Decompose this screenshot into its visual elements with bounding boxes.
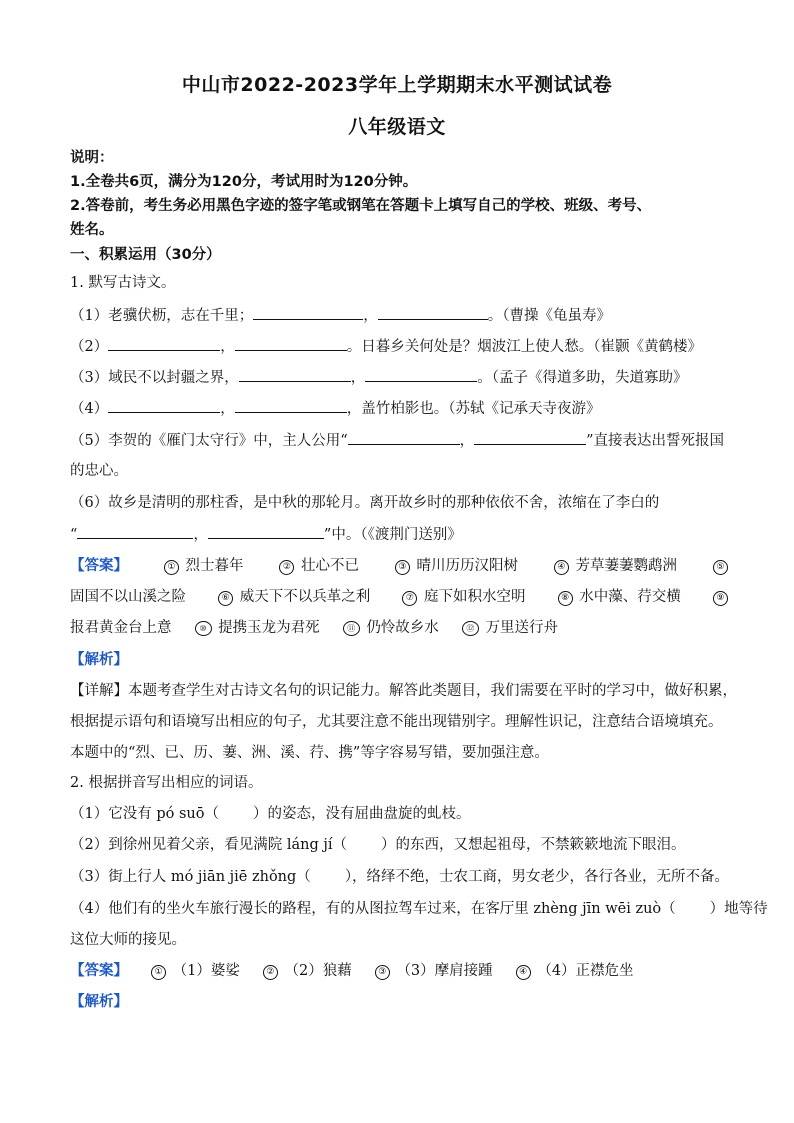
q1-detail-c: 本题中的“烈、已、历、萋、洲、溪、荇、携”等字容易写错，要加强注意。 (70, 745, 549, 761)
answer-text: 提携玉龙为君死 (218, 620, 320, 636)
answer-item (279, 556, 359, 576)
separator: ， (363, 308, 378, 324)
answer-number: ④ (516, 965, 531, 980)
prompt-text: （2）到徐州见着父亲，看见满院 láng jí（ (70, 837, 347, 853)
answer-text: （2）狼藉 (284, 963, 352, 979)
q1-part-4 (70, 398, 730, 419)
part-number: （1） (70, 308, 109, 324)
analysis-tag: 【解析】 (70, 652, 128, 668)
answer-item (554, 556, 677, 576)
answer-text: 万里送行舟 (485, 620, 558, 636)
instruction-item-2a: 2.答卷前，考生务必用黑色字迹的签字笔或钢笔在答题卡上填写自己的学校、班级、考号、 (70, 198, 652, 214)
answer-text: 报君黄金台上意 (70, 620, 172, 636)
answer-item (218, 587, 370, 607)
prompt-text: ）的姿态，没有屈曲盘旋的虬枝。 (252, 806, 471, 822)
section-title: 一、积累运用（30分） (70, 247, 221, 263)
answer-blank[interactable] (348, 430, 460, 445)
answer-number: ③ (395, 560, 410, 575)
instruction-item-2b: 姓名。 (70, 222, 114, 238)
answer-number: ⑦ (402, 591, 417, 606)
prompt-text: （3）街上行人 mó jiān jiē zhǒng（ (70, 869, 311, 885)
q1-part-3 (70, 367, 730, 388)
answer-item (713, 587, 730, 607)
answer-text: （3）摩肩接踵 (396, 963, 493, 979)
answer-blank[interactable] (108, 336, 220, 351)
answer-text: 芳草萋萋鹦鹉洲 (575, 558, 678, 574)
q1-part-6: （6）故乡是清明的那柱香，是中秋的那轮月。离开故乡时的那种依依不舍，浓缩在了李白的 (70, 495, 660, 511)
separator: ， (220, 401, 235, 417)
answer-blank[interactable] (253, 305, 363, 320)
answer-blank[interactable] (77, 524, 193, 539)
q2-part-4 (70, 899, 768, 919)
answer-text: 威天下不以兵革之利 (239, 589, 371, 605)
prompt-text: （4）他们有的坐火车旅行漫长的路程，有的从图拉驾车过来，在客厅里 zhèng jīn wēi zuò（ (70, 901, 676, 917)
q1-answer-row-2 (70, 587, 730, 607)
q1-part-2 (70, 336, 730, 357)
answer-number: ① (151, 965, 166, 980)
source-text: 。（孟子《得道多助，失道寡助》 (477, 370, 688, 386)
q1-part-5 (70, 430, 730, 451)
q2-stem: 2. 根据拼音写出相应的词语。 (70, 775, 263, 791)
q2-part-4-cont: 这位大师的接见。 (70, 932, 186, 948)
answer-number: ⑥ (218, 591, 233, 606)
answer-blank[interactable] (235, 398, 347, 413)
answer-blank[interactable] (208, 524, 324, 539)
prompt-text: ），络绎不绝，士农工商，男女老少，各行各业，无所不备。 (344, 869, 730, 885)
answer-text: 烈士暮年 (185, 558, 244, 574)
q2-answer-row (70, 961, 730, 981)
prompt-text: ”直接表达出誓死报国 (586, 433, 725, 449)
answer-number: ③ (375, 965, 390, 980)
source-text: ”中。（《渡荆门送别》 (323, 527, 462, 543)
prompt-text: 域民不以封疆之界， (108, 370, 239, 386)
answer-number: ⑫ (462, 621, 479, 636)
answer-number: ① (164, 560, 179, 575)
exam-title: 中山市2022-2023学年上学期期末水平测试试卷 (181, 74, 613, 96)
separator: ， (193, 527, 208, 543)
answer-number: ⑪ (343, 621, 360, 636)
answer-number: ⑩ (195, 621, 212, 636)
answer-number: ⑤ (713, 560, 728, 575)
prompt-text: （5）李贺的《雁门太守行》中，主人公用“ (70, 433, 348, 449)
q2-part-3 (70, 867, 730, 887)
answer-tag: 【答案】 (70, 558, 128, 574)
instructions-label: 说明： (70, 150, 114, 166)
part-number: （2） (70, 339, 109, 355)
answer-text: 壮心不已 (301, 558, 360, 574)
quote-open: “ (70, 527, 78, 543)
q1-part-1 (70, 305, 730, 326)
q1-detail-a: 【详解】本题考查学生对古诗文名句的识记能力。解答此类题目，我们需要在平时的学习中，做好积累， (70, 683, 737, 699)
q2-part-2 (70, 835, 730, 855)
source-text: 。日暮乡关何处是？烟波江上使人愁。（崔颢《黄鹤楼》 (346, 339, 702, 355)
answer-text: 固国不以山溪之险 (70, 589, 186, 605)
answer-item (402, 587, 525, 607)
answer-number: ② (263, 965, 278, 980)
analysis-tag: 【解析】 (70, 994, 128, 1010)
answer-tag: 【答案】 (70, 963, 128, 979)
answer-text: 晴川历历汉阳树 (416, 558, 519, 574)
q2-part-1 (70, 804, 730, 824)
q1-stem: 1. 默写古诗文。 (70, 275, 176, 291)
prompt-text: （1）它没有 pó suō（ (70, 806, 219, 822)
q1-part-6-cont (70, 524, 730, 545)
q1-answer-row-3 (70, 618, 730, 638)
prompt-text: ）的东西，又想起祖母，不禁簌簌地流下眼泪。 (380, 837, 686, 853)
q1-part-5-cont: 的忠心。 (70, 463, 128, 479)
answer-text: （4）正襟危坐 (537, 963, 634, 979)
answer-item (713, 556, 730, 576)
answer-blank[interactable] (239, 367, 351, 382)
answer-blank[interactable] (474, 430, 586, 445)
answer-text: （1）婆娑 (172, 963, 240, 979)
part-number: （3） (70, 370, 109, 386)
answer-number: ⑨ (713, 591, 728, 606)
separator: ， (459, 433, 475, 449)
exam-subtitle: 八年级语文 (348, 116, 446, 138)
answer-text: 庭下如积水空明 (424, 589, 526, 605)
prompt-text: 老骥伏枥，志在千里； (108, 308, 254, 324)
source-text: ，盖竹柏影也。（苏轼《记承天寺夜游》 (346, 401, 601, 417)
instruction-item-1: 1.全卷共6页，满分为120分，考试用时为120分钟。 (70, 174, 418, 190)
q1-detail-b: 根据提示语句和语境写出相应的句子，尤其要注意不能出现错别字。理解性识记，注意结合语境填充。 (70, 714, 723, 730)
answer-number: ② (279, 560, 294, 575)
part-number: （4） (70, 401, 109, 417)
prompt-text: ）地等待 (709, 901, 768, 917)
answer-blank[interactable] (378, 305, 488, 320)
separator: ， (220, 339, 235, 355)
answer-blank[interactable] (365, 367, 477, 382)
answer-text: 水中藻、荇交横 (579, 589, 681, 605)
answer-blank[interactable] (235, 336, 347, 351)
answer-blank[interactable] (108, 398, 220, 413)
answer-item (558, 587, 681, 607)
answer-text: 仍怜故乡水 (366, 620, 439, 636)
q1-answer-row-1 (70, 556, 730, 576)
answer-number: ④ (554, 560, 569, 575)
source-text: 。（曹操《龟虽寿》 (487, 308, 611, 324)
answer-item (395, 556, 518, 576)
answer-number: ⑧ (558, 591, 573, 606)
separator: ， (350, 370, 366, 386)
answer-item (164, 556, 244, 576)
